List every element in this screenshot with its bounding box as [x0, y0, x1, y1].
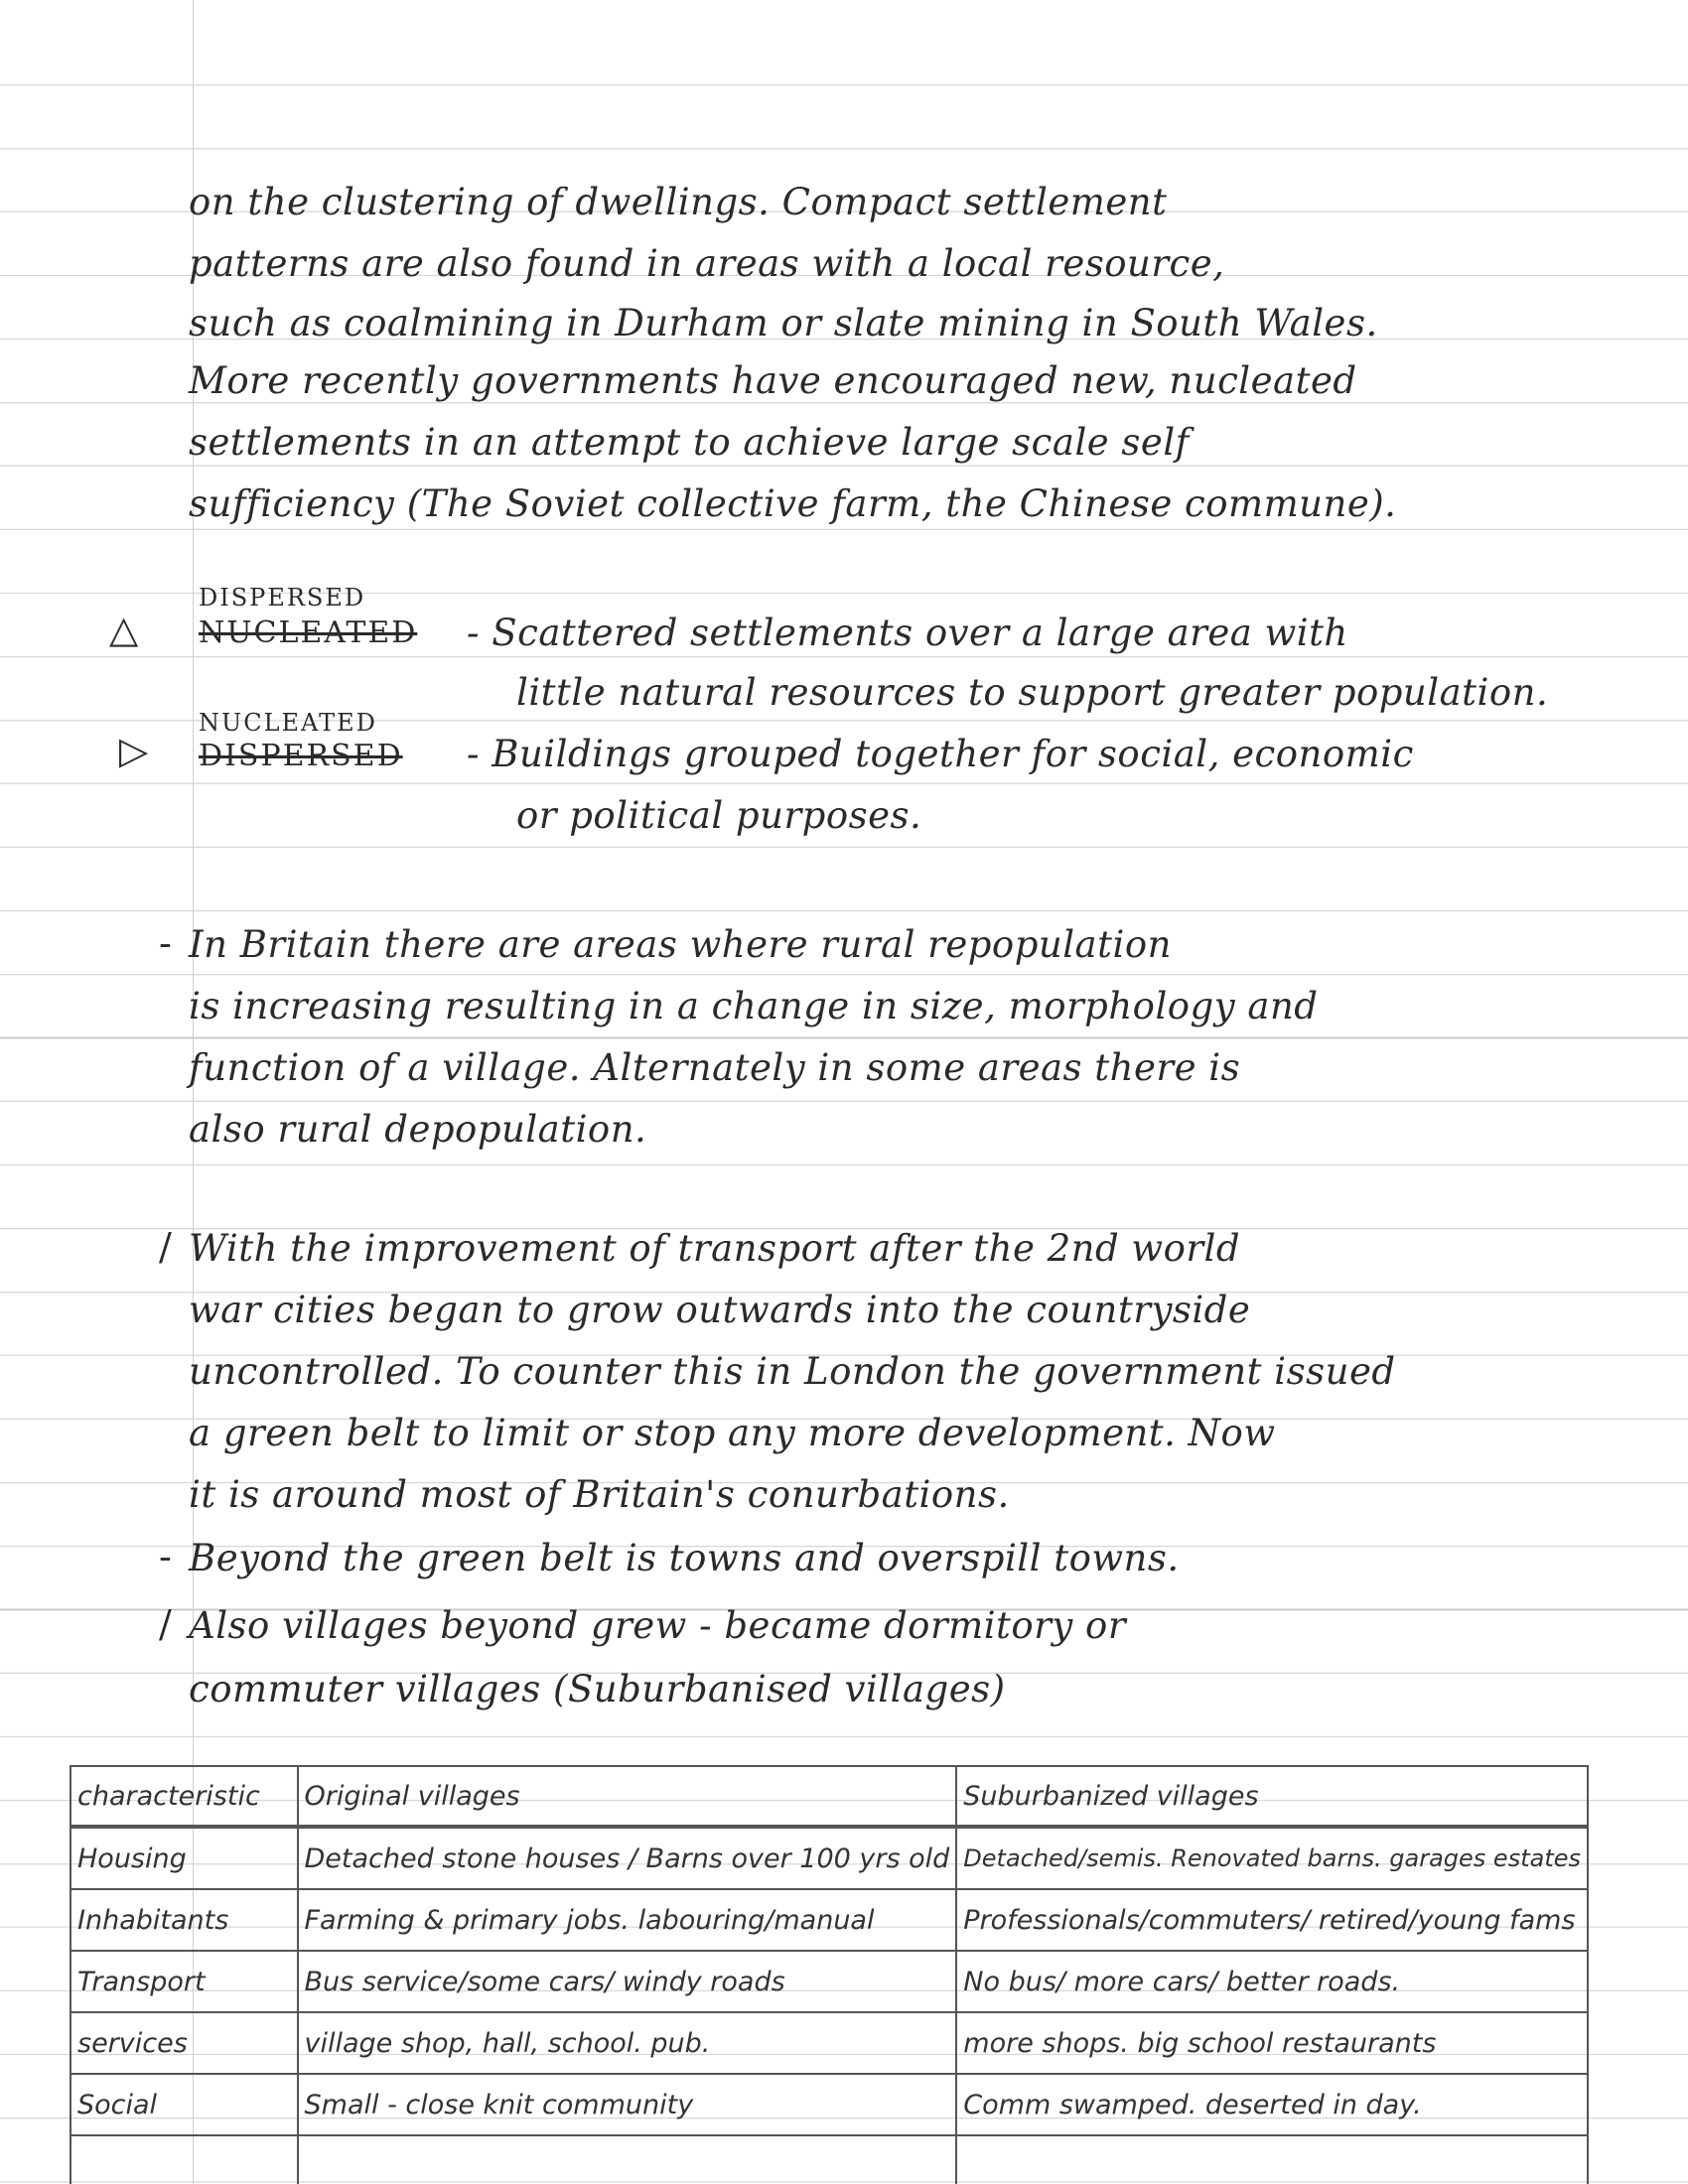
cell: Detached stone houses / Barns over 100 yrs old — [298, 1827, 957, 1889]
term-label: NUCLEATED — [199, 709, 377, 737]
cell: Bus service/some cars/ windy roads — [298, 1951, 957, 2012]
cell: Professionals/commuters/ retired/young fams — [956, 1889, 1588, 1951]
text-line: In Britain there are areas where rural repopulation — [189, 923, 1172, 966]
header-cell: Suburbanized villages — [956, 1766, 1588, 1827]
text-line: Also villages beyond grew - became dormitory or — [189, 1604, 1127, 1647]
text-line: a green belt to limit or stop any more development. Now — [189, 1412, 1276, 1454]
text-line: or political purposes. — [516, 794, 922, 837]
cell — [956, 2135, 1588, 2184]
bullet-mark: / — [159, 1602, 172, 1646]
text-line: With the improvement of transport after the 2nd world — [189, 1227, 1241, 1270]
text-line: More recently governments have encouraged new, nucleated — [189, 359, 1357, 402]
cell: Transport — [70, 1951, 298, 2012]
table-row — [70, 2135, 1588, 2184]
bullet-mark: / — [159, 1225, 172, 1269]
text-line: settlements in an attempt to achieve large scale self — [189, 421, 1190, 464]
crossed-term: NUCLEATED — [199, 615, 418, 650]
cell: No bus/ more cars/ better roads. — [956, 1951, 1588, 2012]
cell: Small - close knit community — [298, 2074, 957, 2135]
bullet-mark: - — [159, 921, 172, 965]
cell: services — [70, 2012, 298, 2074]
triangle-icon: ▷ — [119, 729, 149, 772]
header-cell: Original villages — [298, 1766, 957, 1827]
text-line: it is around most of Britain's conurbations. — [189, 1473, 1010, 1516]
term-label: DISPERSED — [199, 584, 366, 612]
text-line: such as coalmining in Durham or slate mining in South Wales. — [189, 302, 1378, 344]
cell — [298, 2135, 957, 2184]
crossed-term: DISPERSED — [199, 739, 403, 773]
table-row — [70, 2074, 1588, 2135]
text-line: function of a village. Alternately in some areas there is — [189, 1046, 1241, 1089]
cell: Housing — [70, 1827, 298, 1889]
village-comparison-table — [70, 1765, 1589, 2184]
text-line: patterns are also found in areas with a local resource, — [189, 242, 1225, 285]
cell: Comm swamped. deserted in day. — [956, 2074, 1588, 2135]
text-line: on the clustering of dwellings. Compact settlement — [189, 181, 1168, 223]
cell: Inhabitants — [70, 1889, 298, 1951]
text-line: commuter villages (Suburbanised villages) — [189, 1668, 1006, 1710]
cell: Detached/semis. Renovated barns. garages estates — [956, 1827, 1588, 1889]
cell: Social — [70, 2074, 298, 2135]
text-line: Beyond the green belt is towns and overspill towns. — [189, 1537, 1180, 1579]
cell: Farming & primary jobs. labouring/manual — [298, 1889, 957, 1951]
text-line: war cities began to grow outwards into the countryside — [189, 1289, 1251, 1331]
text-line: uncontrolled. To counter this in London the government issued — [189, 1350, 1396, 1393]
triangle-icon: △ — [109, 608, 139, 651]
text-line: little natural resources to support greater population. — [516, 671, 1549, 714]
cell: village shop, hall, school. pub. — [298, 2012, 957, 2074]
cell: more shops. big school restaurants — [956, 2012, 1588, 2074]
table-row — [70, 1889, 1588, 1951]
text-line: also rural depopulation. — [189, 1108, 647, 1151]
text-line: sufficiency (The Soviet collective farm, the Chinese commune). — [189, 482, 1397, 525]
text-line: - Buildings grouped together for social, economic — [467, 733, 1414, 775]
text-line: is increasing resulting in a change in size, morphology and — [189, 985, 1319, 1027]
bullet-mark: - — [159, 1535, 172, 1578]
text-line: - Scattered settlements over a large area with — [467, 612, 1348, 654]
header-cell: characteristic — [70, 1766, 298, 1827]
cell — [70, 2135, 298, 2184]
table-header-row — [70, 1766, 1588, 1827]
table-row — [70, 1827, 1588, 1889]
table-row — [70, 1951, 1588, 2012]
table-row — [70, 2012, 1588, 2074]
